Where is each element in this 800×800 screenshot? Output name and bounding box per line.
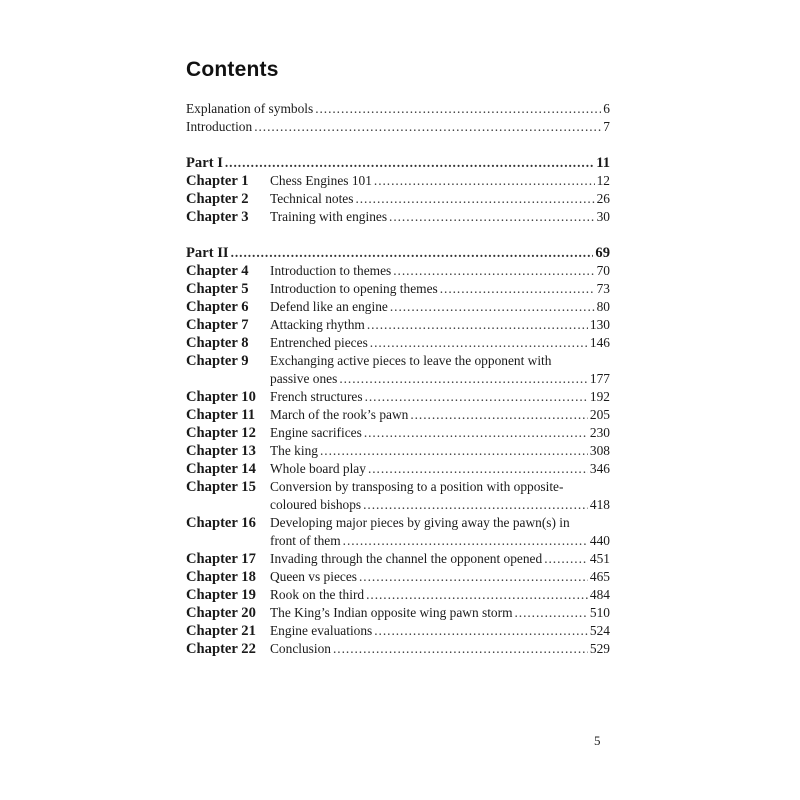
chapter-page: 192 xyxy=(589,389,610,404)
toc-chapter-entry xyxy=(186,514,610,550)
part-one-section xyxy=(186,154,610,226)
part-heading-part-2 xyxy=(186,244,610,262)
chapter-label: Chapter 15 xyxy=(186,479,256,495)
part-page: 11 xyxy=(596,155,610,171)
dot-leader xyxy=(363,496,588,514)
dot-leader xyxy=(374,622,588,640)
chapter-title: Whole board play xyxy=(270,461,366,476)
dot-leader xyxy=(367,316,588,334)
chapter-title: The King’s Indian opposite wing pawn storm xyxy=(270,605,513,620)
toc-entry-introduction xyxy=(186,118,610,136)
chapter-label: Chapter 11 xyxy=(186,407,256,423)
dot-leader xyxy=(355,190,594,208)
chapter-label: Chapter 7 xyxy=(186,317,249,333)
chapter-label: Chapter 8 xyxy=(186,335,249,351)
page-title: Contents xyxy=(186,58,279,81)
dot-leader xyxy=(374,172,595,190)
chapter-page: 30 xyxy=(596,209,610,224)
chapter-title: March of the rook’s pawn xyxy=(270,407,409,422)
dot-leader xyxy=(544,550,588,568)
chapter-page: 80 xyxy=(596,299,610,314)
chapter-label: Chapter 17 xyxy=(186,551,256,567)
dot-leader xyxy=(366,586,588,604)
toc-chapter-entry xyxy=(186,316,610,334)
dot-leader xyxy=(320,442,588,460)
chapter-label: Chapter 13 xyxy=(186,443,256,459)
chapter-label: Chapter 12 xyxy=(186,425,256,441)
toc-chapter-entry xyxy=(186,208,610,226)
chapter-label: Chapter 18 xyxy=(186,569,256,585)
dot-leader xyxy=(333,640,588,658)
toc-chapter-entry xyxy=(186,550,610,568)
chapter-title: Engine sacrifices xyxy=(270,425,362,440)
chapter-title: Chess Engines 101 xyxy=(270,173,372,188)
chapter-label: Chapter 6 xyxy=(186,299,249,315)
toc-chapter-entry xyxy=(186,442,610,460)
dot-leader xyxy=(389,208,595,226)
toc-chapter-entry xyxy=(186,478,610,514)
toc-chapter-entry xyxy=(186,586,610,604)
toc-entry-page: 6 xyxy=(603,101,610,116)
chapter-label: Chapter 22 xyxy=(186,641,256,657)
toc-chapter-entry xyxy=(186,334,610,352)
chapter-title: Rook on the third xyxy=(270,587,365,602)
chapter-label: Chapter 5 xyxy=(186,281,249,297)
dot-leader xyxy=(390,298,595,316)
chapter-label: Chapter 20 xyxy=(186,605,256,621)
chapter-label: Chapter 10 xyxy=(186,389,256,405)
chapter-page: 146 xyxy=(589,335,610,350)
toc-chapter-entry xyxy=(186,190,610,208)
chapter-title-line-2: front of them xyxy=(270,533,341,548)
part-two-section xyxy=(186,244,610,658)
dot-leader xyxy=(365,388,588,406)
toc-entry-page: 7 xyxy=(603,119,610,134)
chapter-page: 130 xyxy=(589,317,610,332)
chapter-title: French structures xyxy=(270,389,363,404)
chapter-page: 12 xyxy=(596,173,610,188)
toc-chapter-entry xyxy=(186,424,610,442)
part-page: 69 xyxy=(595,245,610,261)
chapter-label: Chapter 9 xyxy=(186,353,249,369)
dot-leader xyxy=(440,280,595,298)
chapter-page: 529 xyxy=(589,641,610,656)
toc-chapter-entry xyxy=(186,280,610,298)
chapter-title: Engine evaluations xyxy=(270,623,373,638)
chapter-title: Conclusion xyxy=(270,641,332,656)
chapter-title: Introduction to themes xyxy=(270,263,392,278)
chapter-label: Chapter 4 xyxy=(186,263,249,279)
chapter-page: 26 xyxy=(596,191,610,206)
chapter-title: The king xyxy=(270,443,318,458)
chapter-page: 346 xyxy=(589,461,610,476)
toc-chapter-entry xyxy=(186,640,610,658)
dot-leader xyxy=(364,424,588,442)
toc-chapter-entry xyxy=(186,604,610,622)
chapter-page: 524 xyxy=(589,623,610,638)
toc-chapter-entry xyxy=(186,352,610,388)
chapter-label: Chapter 14 xyxy=(186,461,256,477)
toc-chapter-entry xyxy=(186,388,610,406)
chapter-title: Queen vs pieces xyxy=(270,569,358,584)
chapter-label: Chapter 19 xyxy=(186,587,256,603)
chapter-page: 418 xyxy=(589,497,610,512)
chapter-page: 484 xyxy=(589,587,610,602)
dot-leader xyxy=(315,100,601,118)
part-label: Part II xyxy=(186,245,229,261)
toc-chapter-entry xyxy=(186,622,610,640)
chapter-page: 177 xyxy=(589,371,610,386)
chapter-title-line-1: Exchanging active pieces to leave the opponent with xyxy=(270,353,552,368)
dot-leader xyxy=(231,244,594,262)
dot-leader xyxy=(370,334,588,352)
chapter-title-line-2: passive ones xyxy=(270,371,338,386)
toc-chapter-entry xyxy=(186,298,610,316)
chapter-title-line-1: Developing major pieces by giving away the pawn(s) in xyxy=(270,515,570,530)
dot-leader xyxy=(368,460,588,478)
chapter-page: 465 xyxy=(589,569,610,584)
chapter-page: 73 xyxy=(596,281,610,296)
chapter-page: 70 xyxy=(596,263,610,278)
chapter-title: Training with engines xyxy=(270,209,388,224)
toc-chapter-entry xyxy=(186,262,610,280)
chapter-title: Invading through the channel the opponent opened xyxy=(270,551,543,566)
chapter-title: Technical notes xyxy=(270,191,354,206)
chapter-label: Chapter 21 xyxy=(186,623,256,639)
chapter-label: Chapter 1 xyxy=(186,173,249,189)
chapter-label: Chapter 2 xyxy=(186,191,249,207)
part-label: Part I xyxy=(186,155,223,171)
chapter-page: 440 xyxy=(589,533,610,548)
part-heading-part-1 xyxy=(186,154,610,172)
toc-chapter-entry xyxy=(186,460,610,478)
chapter-page: 308 xyxy=(589,443,610,458)
toc-entry-title: Explanation of symbols xyxy=(186,101,314,116)
chapter-label: Chapter 3 xyxy=(186,209,249,225)
chapter-title: Introduction to opening themes xyxy=(270,281,438,296)
dot-leader xyxy=(254,118,601,136)
chapter-title: Defend like an engine xyxy=(270,299,388,314)
toc-chapter-entry xyxy=(186,568,610,586)
chapter-page: 451 xyxy=(589,551,610,566)
toc-chapter-entry xyxy=(186,406,610,424)
dot-leader xyxy=(343,532,588,550)
toc-entry-symbols xyxy=(186,100,610,118)
toc-entry-title: Introduction xyxy=(186,119,253,134)
page-number: 5 xyxy=(594,733,601,748)
chapter-label: Chapter 16 xyxy=(186,515,256,531)
chapter-title: Entrenched pieces xyxy=(270,335,368,350)
chapter-title-line-2: coloured bishops xyxy=(270,497,362,512)
chapter-page: 230 xyxy=(589,425,610,440)
chapter-title-line-1: Conversion by transposing to a position with opposite- xyxy=(270,479,564,494)
dot-leader xyxy=(515,604,588,622)
toc-chapter-entry xyxy=(186,172,610,190)
chapter-page: 205 xyxy=(589,407,610,422)
dot-leader xyxy=(393,262,594,280)
dot-leader xyxy=(339,370,588,388)
dot-leader xyxy=(359,568,588,586)
dot-leader xyxy=(410,406,588,424)
front-matter-list xyxy=(186,100,610,136)
chapter-title: Attacking rhythm xyxy=(270,317,365,332)
dot-leader xyxy=(225,154,594,172)
chapter-page: 510 xyxy=(589,605,610,620)
